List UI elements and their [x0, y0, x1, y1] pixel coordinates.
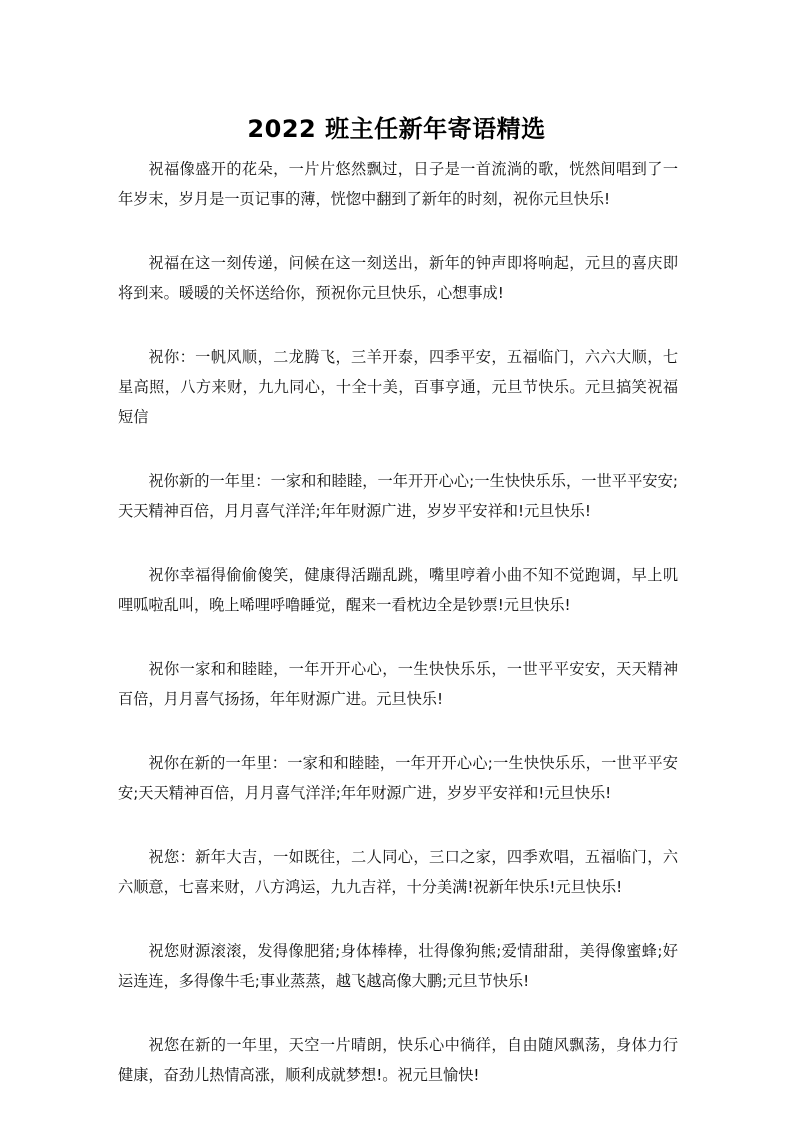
document-body	[118, 154, 678, 1124]
paragraph-4: 祝你新的一年里：一家和和睦睦，一年开开心心;一生快快乐乐，一世平平安安;天天精神百倍，月月喜气洋洋;年年财源广进，岁岁平安祥和!元旦快乐!	[118, 472, 678, 520]
paragraph-10: 祝您在新的一年里，天空一片晴朗，快乐心中徜徉，自由随风飘荡，身体力行健康，奋劲儿热情高涨，顺利成就梦想!。祝元旦愉快!	[118, 1036, 678, 1084]
paragraph-6: 祝你一家和和睦睦，一年开开心心，一生快快乐乐，一世平平安安，天天精神百倍，月月喜气扬扬，年年财源广进。元旦快乐!	[118, 660, 678, 708]
paragraph-8: 祝您：新年大吉，一如既往，二人同心，三口之家，四季欢唱，五福临门，六六顺意，七喜来财，八方鸿运，九九吉祥，十分美满!祝新年快乐!元旦快乐!	[118, 848, 678, 896]
paragraph-1: 祝福像盛开的花朵，一片片悠然飘过，日子是一首流淌的歌，恍然间唱到了一年岁末，岁月是一页记事的薄，恍惚中翻到了新年的时刻，祝你元旦快乐!	[118, 160, 678, 208]
paragraph-7: 祝你在新的一年里：一家和和睦睦，一年开开心心;一生快快乐乐，一世平平安安;天天精神百倍，月月喜气洋洋;年年财源广进，岁岁平安祥和!元旦快乐!	[118, 754, 678, 802]
document-title: 2022 班主任新年寄语精选	[247, 115, 546, 143]
paragraph-3: 祝你：一帆风顺，二龙腾飞，三羊开泰，四季平安，五福临门，六六大顺，七星高照，八方来财，九九同心，十全十美，百事亨通，元旦节快乐。元旦搞笑祝福短信	[118, 348, 678, 426]
paragraph-2: 祝福在这一刻传递，问候在这一刻送出，新年的钟声即将响起，元旦的喜庆即将到来。暖暖的关怀送给你，预祝你元旦快乐，心想事成!	[118, 254, 678, 302]
paragraph-9: 祝您财源滚滚，发得像肥猪;身体棒棒，壮得像狗熊;爱情甜甜，美得像蜜蜂;好运连连，多得像牛毛;事业蒸蒸，越飞越高像大鹏;元旦节快乐!	[118, 942, 678, 990]
paragraph-5: 祝你幸福得偷偷傻笑，健康得活蹦乱跳，嘴里哼着小曲不知不觉跑调，早上叽哩呱啦乱叫，晚上唏哩呼噜睡觉，醒来一看枕边全是钞票!元旦快乐!	[118, 566, 678, 614]
